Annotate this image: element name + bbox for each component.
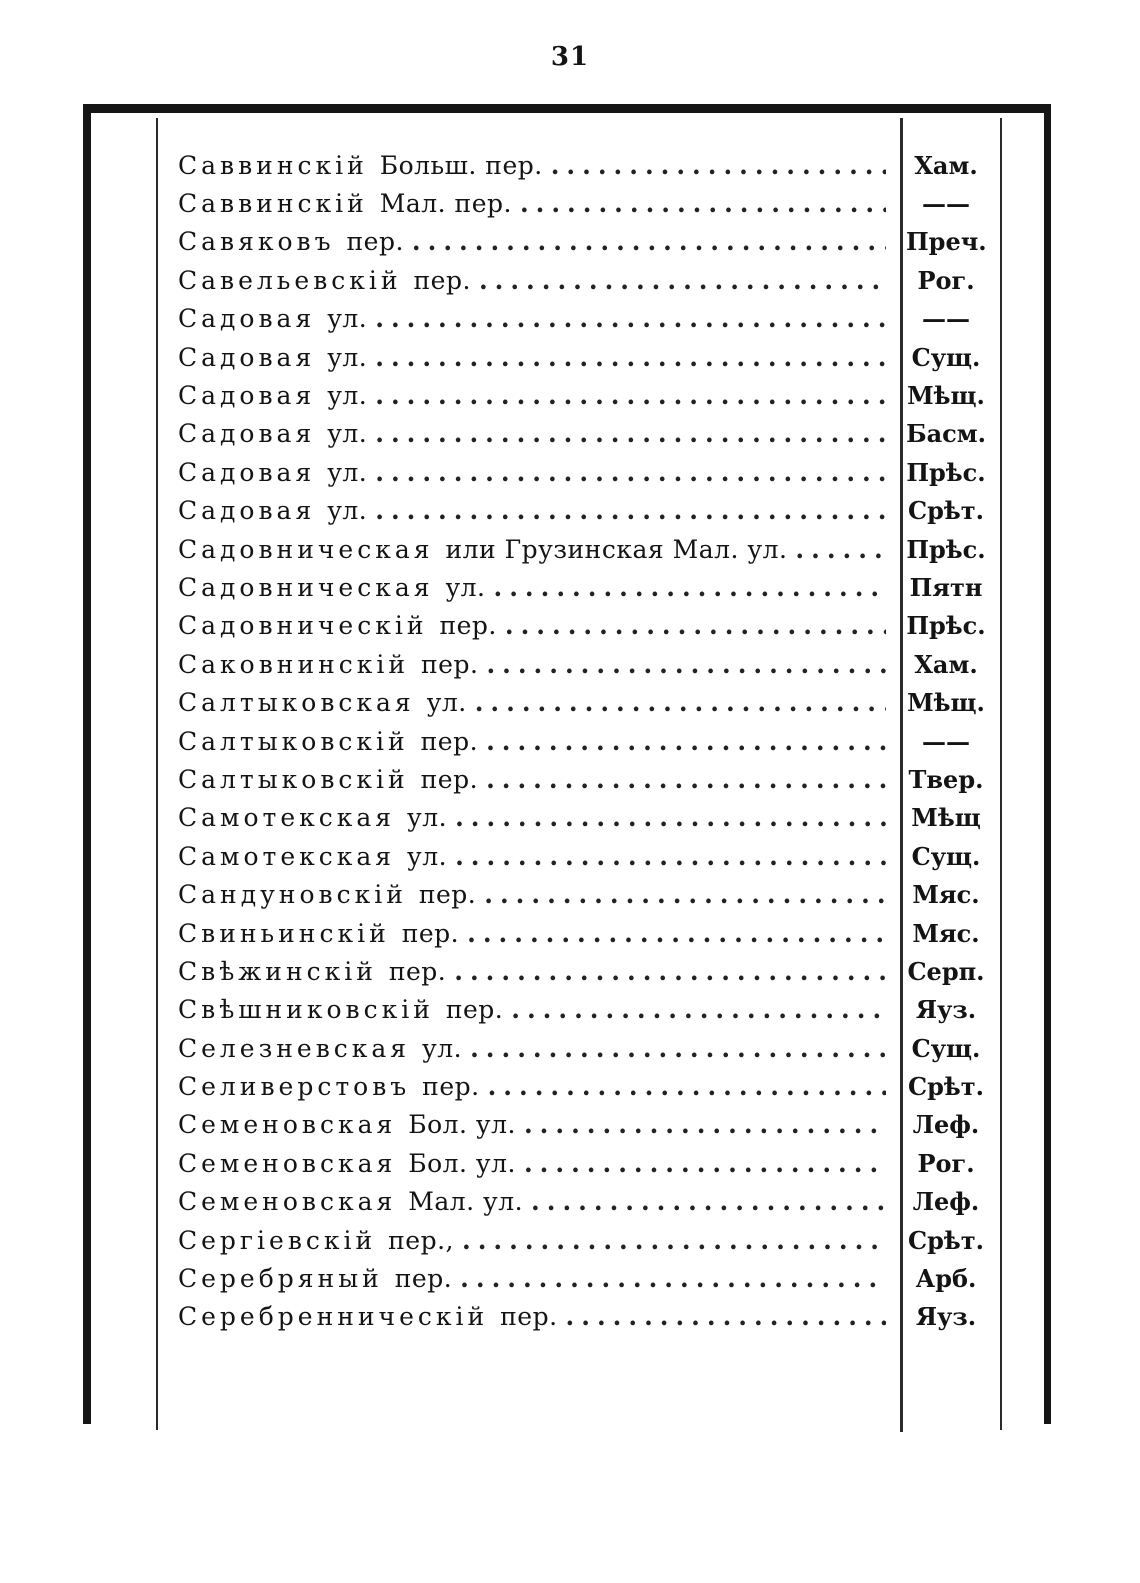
street-name: Садовая ул. — [178, 304, 368, 334]
street-name: Саковнинскій пер. — [178, 649, 479, 679]
dot-leader — [467, 688, 886, 717]
dot-leader — [558, 1302, 886, 1331]
district-abbrev: —— — [922, 189, 970, 219]
list-item — [178, 376, 998, 414]
dot-leader — [447, 842, 886, 871]
list-item — [178, 991, 998, 1029]
street-index-list — [178, 146, 998, 1336]
list-item — [178, 1144, 998, 1182]
list-item — [178, 223, 998, 261]
street-name: Саввинскій Больш. пер. — [178, 150, 543, 180]
district-abbrev: Мяс. — [912, 918, 980, 948]
street-name: Свиньинскій пер. — [178, 918, 460, 948]
street-name: Саввинскій Мал. пер. — [178, 189, 512, 219]
district-abbrev: Басм. — [906, 419, 986, 449]
district-abbrev: Сущ. — [911, 841, 981, 871]
dot-leader — [446, 957, 886, 986]
district-abbrev: Мѣщ — [911, 803, 981, 833]
dot-leader — [503, 995, 886, 1024]
dot-leader — [454, 1226, 886, 1255]
district-abbrev: —— — [922, 726, 970, 756]
street-name: Салтыковскій пер. — [178, 764, 479, 794]
district-abbrev: Прѣс. — [906, 534, 986, 564]
list-item — [178, 453, 998, 491]
dot-leader — [543, 151, 886, 180]
street-name: Савельевскій пер. — [178, 265, 471, 295]
street-name: Садовая ул. — [178, 381, 368, 411]
street-name: Свѣшниковскій пер. — [178, 995, 504, 1025]
street-name: Самотекская ул. — [178, 841, 448, 871]
left-column-rule — [156, 118, 158, 1430]
dot-leader — [367, 381, 886, 410]
list-item — [178, 607, 998, 645]
district-abbrev: Мяс. — [912, 880, 980, 910]
district-abbrev: Рог. — [917, 1148, 975, 1178]
dot-leader — [497, 611, 886, 640]
dot-leader — [404, 227, 886, 256]
list-item — [178, 184, 998, 222]
district-abbrev: Яуз. — [915, 1302, 977, 1332]
list-item — [178, 1221, 998, 1259]
dot-leader — [459, 919, 886, 948]
dot-leader — [516, 1110, 886, 1139]
street-name: Садовая ул. — [178, 457, 368, 487]
district-abbrev: Серп. — [907, 956, 985, 986]
district-abbrev: Срѣт. — [908, 1072, 984, 1102]
list-item — [178, 530, 998, 568]
district-abbrev: Сущ. — [911, 1033, 981, 1063]
list-item — [178, 875, 998, 913]
list-item — [178, 261, 998, 299]
dot-leader — [471, 266, 886, 295]
street-name: Селиверстовъ пер. — [178, 1072, 480, 1102]
list-item — [178, 1106, 998, 1144]
street-name: Серебренническій пер. — [178, 1302, 558, 1332]
street-name: Садовая ул. — [178, 419, 368, 449]
list-item — [178, 799, 998, 837]
list-item — [178, 146, 998, 184]
list-item — [178, 952, 998, 990]
street-name: Серебряный пер. — [178, 1264, 453, 1294]
district-abbrev: Мѣщ. — [907, 688, 985, 718]
right-column-rule — [1000, 118, 1002, 1430]
district-abbrev: Леф. — [912, 1187, 980, 1217]
district-abbrev: Преч. — [906, 227, 987, 257]
dot-leader — [478, 765, 886, 794]
district-abbrev: Прѣс. — [906, 611, 986, 641]
dot-leader — [447, 803, 886, 832]
street-name: Садовническая ул. — [178, 572, 486, 602]
street-name: Самотекская ул. — [178, 803, 448, 833]
district-abbrev: Яуз. — [915, 995, 977, 1025]
district-abbrev: Арб. — [915, 1264, 977, 1294]
street-name: Семеновская Бол. ул. — [178, 1110, 516, 1140]
district-abbrev: Мѣщ. — [907, 381, 985, 411]
dot-leader — [478, 650, 886, 679]
list-item — [178, 492, 998, 530]
dot-leader — [480, 1072, 886, 1101]
street-name: Садовническій пер. — [178, 611, 497, 641]
dot-leader — [512, 189, 886, 218]
street-name: Савяковъ пер. — [178, 227, 404, 257]
list-item — [178, 722, 998, 760]
district-abbrev: Прѣс. — [906, 457, 986, 487]
street-name: Салтыковскій пер. — [178, 726, 479, 756]
list-item — [178, 1298, 998, 1336]
list-item — [178, 1067, 998, 1105]
list-item — [178, 1029, 998, 1067]
district-abbrev: Сущ. — [911, 342, 981, 372]
dot-leader — [367, 419, 886, 448]
list-item — [178, 568, 998, 606]
street-name: Селезневская ул. — [178, 1033, 463, 1063]
street-name: Свѣжинскій пер. — [178, 956, 447, 986]
list-item — [178, 1183, 998, 1221]
dot-leader — [516, 1149, 886, 1178]
dot-leader — [462, 1034, 886, 1063]
dot-leader — [367, 304, 886, 333]
street-name: Салтыковская ул. — [178, 688, 467, 718]
list-item — [178, 914, 998, 952]
district-abbrev: Срѣт. — [908, 1225, 984, 1255]
list-item — [178, 338, 998, 376]
street-name: Садовая ул. — [178, 496, 368, 526]
district-abbrev: Твер. — [908, 764, 984, 794]
dot-leader — [367, 496, 886, 525]
dot-leader — [367, 343, 886, 372]
list-item — [178, 645, 998, 683]
list-item — [178, 415, 998, 453]
dot-leader — [523, 1187, 886, 1216]
list-item — [178, 300, 998, 338]
street-name: Сергіевскій пер., — [178, 1225, 454, 1255]
dot-leader — [476, 880, 886, 909]
list-item — [178, 837, 998, 875]
district-abbrev: —— — [922, 304, 970, 334]
district-abbrev: Пятн — [909, 572, 983, 602]
list-item — [178, 1259, 998, 1297]
street-name: Семеновская Бол. ул. — [178, 1148, 516, 1178]
street-name: Садовническая или Грузинская Мал. ул. — [178, 534, 788, 564]
dot-leader — [367, 458, 886, 487]
street-name: Семеновская Мал. ул. — [178, 1187, 524, 1217]
district-abbrev: Срѣт. — [908, 496, 984, 526]
list-item — [178, 683, 998, 721]
district-abbrev: Хам. — [914, 649, 978, 679]
district-abbrev: Леф. — [912, 1110, 980, 1140]
district-abbrev: Рог. — [917, 265, 975, 295]
street-name: Садовая ул. — [178, 342, 368, 372]
dot-leader — [478, 727, 886, 756]
list-item — [178, 760, 998, 798]
dot-leader — [486, 573, 886, 602]
district-abbrev: Хам. — [914, 150, 978, 180]
street-name: Сандуновскій пер. — [178, 880, 477, 910]
page-number: 31 — [550, 42, 590, 72]
dot-leader — [452, 1264, 886, 1293]
dot-leader — [787, 535, 886, 564]
